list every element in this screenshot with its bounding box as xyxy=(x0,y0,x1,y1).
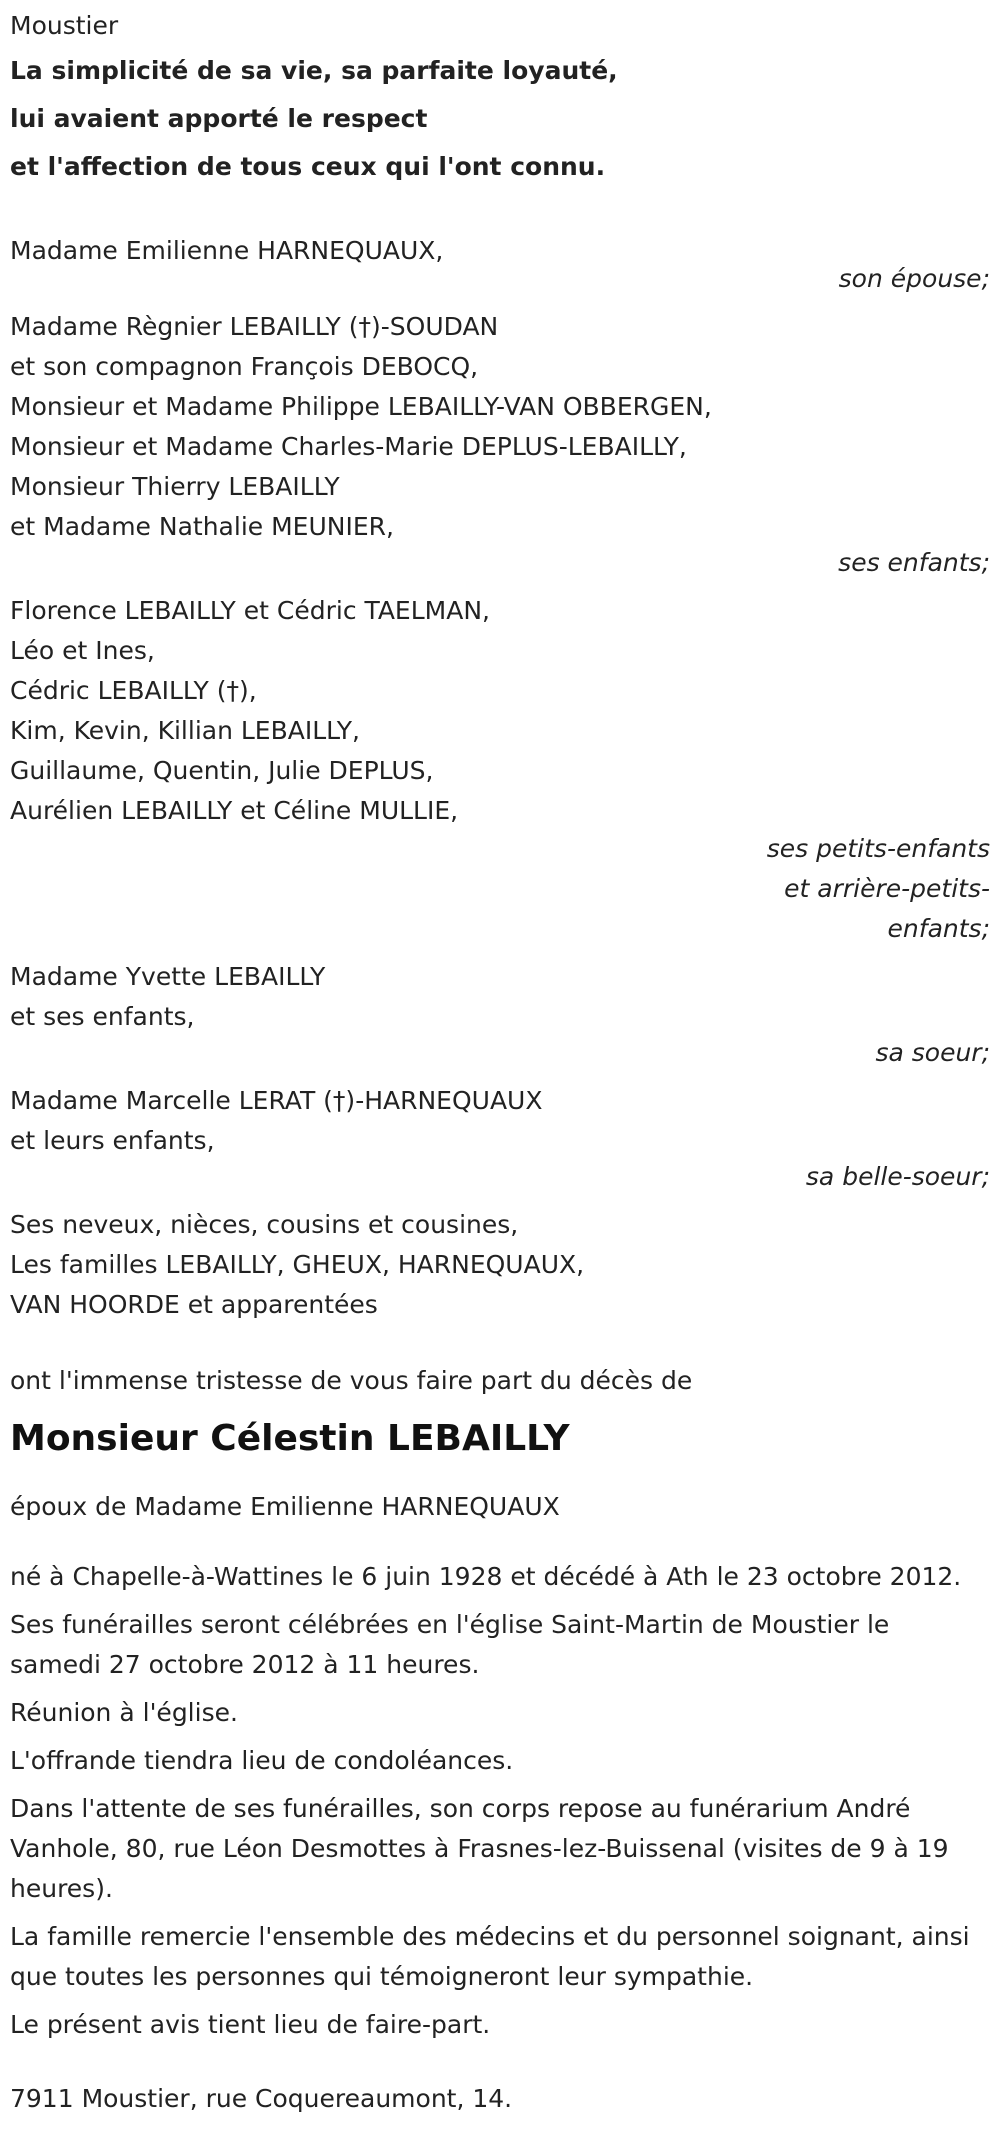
other-relatives xyxy=(10,1205,990,1325)
other-relatives-line: Ses neveux, nièces, cousins et cousines, xyxy=(10,1210,519,1239)
offering-info: L'offrande tiendra lieu de condoléances. xyxy=(10,1746,514,1775)
quote-line: et l'affection de tous ceux qui l'ont connu. xyxy=(10,152,606,181)
family-relation xyxy=(10,1157,990,1197)
birth-death-info: né à Chapelle-à-Wattines le 6 juin 1928 et décédé à Ath le 23 octobre 2012. xyxy=(10,1562,962,1591)
other-relatives-line: Les familles LEBAILLY, GHEUX, HARNEQUAUX, xyxy=(10,1250,585,1279)
family-name-line: Monsieur et Madame Philippe LEBAILLY-VAN OBBERGEN, xyxy=(10,392,712,421)
relation-line: sa soeur; xyxy=(875,1038,990,1067)
family-name-line: Madame Emilienne HARNEQUAUX, xyxy=(10,236,444,265)
family-group-sister-in-law xyxy=(10,1081,990,1197)
family-name-line: Madame Règnier LEBAILLY (†)-SOUDAN xyxy=(10,312,499,341)
announcement-text: ont l'immense tristesse de vous faire part du décès de xyxy=(10,1366,693,1395)
deceased-name: Monsieur Célestin LEBAILLY xyxy=(10,1418,570,1459)
family-name-line: Madame Yvette LEBAILLY xyxy=(10,962,326,991)
relation-line: sa belle-soeur; xyxy=(805,1162,990,1191)
relation-line: et arrière-petits- xyxy=(784,874,990,903)
relation-line: ses enfants; xyxy=(838,548,990,577)
relation-line: ses petits-enfants xyxy=(766,834,990,863)
gathering-info: Réunion à l'église. xyxy=(10,1698,238,1727)
funeral-service-info: Ses funérailles seront célébrées en l'église Saint-Martin de Moustier le samedi 27 octobre 2012 à 11 heures. xyxy=(10,1610,890,1679)
family-relation xyxy=(10,829,990,949)
family-name-line: Monsieur et Madame Charles-Marie DEPLUS-LEBAILLY, xyxy=(10,432,687,461)
family-address: 7911 Moustier, rue Coquereaumont, 14. xyxy=(10,2084,513,2113)
family-name-line: Madame Marcelle LERAT (†)-HARNEQUAUX xyxy=(10,1086,543,1115)
town-name: Moustier xyxy=(10,11,119,40)
family-name-line: Monsieur Thierry LEBAILLY xyxy=(10,472,340,501)
family-name-line: et ses enfants, xyxy=(10,1002,195,1031)
funerarium-info: Dans l'attente de ses funérailles, son corps repose au funérarium André Vanhole, 80, rue Léon Desmottes à Frasnes-lez-Buissenal (visites de 9 à 19 heures). xyxy=(10,1794,949,1903)
spouse-line: époux de Madame Emilienne HARNEQUAUX xyxy=(10,1492,560,1521)
family-relation xyxy=(10,1033,990,1073)
family-group-children xyxy=(10,307,990,583)
family-group-spouse xyxy=(10,231,990,299)
family-group-sister xyxy=(10,957,990,1073)
quote-line: La simplicité de sa vie, sa parfaite loyauté, xyxy=(10,56,618,85)
family-relation xyxy=(10,543,990,583)
family-name-line: Léo et Ines, xyxy=(10,636,155,665)
family-name-line: Cédric LEBAILLY (†), xyxy=(10,676,257,705)
family-name-line: Kim, Kevin, Killian LEBAILLY, xyxy=(10,716,360,745)
family-name-line: Florence LEBAILLY et Cédric TAELMAN, xyxy=(10,596,490,625)
funeral-details xyxy=(10,1557,990,2045)
family-name-line: et son compagnon François DEBOCQ, xyxy=(10,352,479,381)
family-name-line: et Madame Nathalie MEUNIER, xyxy=(10,512,394,541)
quote-line: lui avaient apporté le respect xyxy=(10,104,428,133)
family-group-grandchildren xyxy=(10,591,990,949)
family-name-line: Aurélien LEBAILLY et Céline MULLIE, xyxy=(10,796,459,825)
relation-line: enfants; xyxy=(887,914,990,943)
family-name-line: et leurs enfants, xyxy=(10,1126,215,1155)
family-name-line: Guillaume, Quentin, Julie DEPLUS, xyxy=(10,756,434,785)
thanks-info: La famille remercie l'ensemble des médecins et du personnel soignant, ainsi que toutes les personnes qui témoigneront leur sympathie. xyxy=(10,1922,970,1991)
notice-info: Le présent avis tient lieu de faire-part. xyxy=(10,2010,491,2039)
relation-line: son épouse; xyxy=(838,264,990,293)
other-relatives-line: VAN HOORDE et apparentées xyxy=(10,1290,378,1319)
